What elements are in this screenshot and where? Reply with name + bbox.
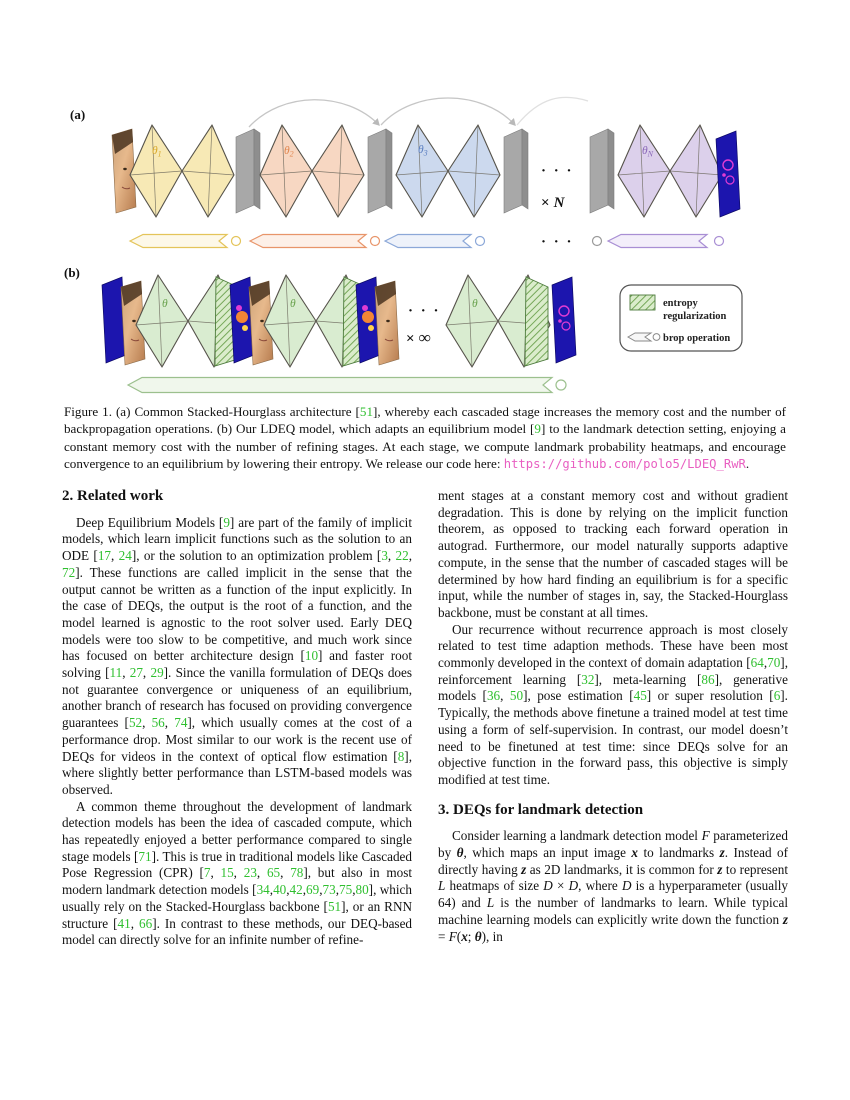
hourglass-stage-2 — [260, 125, 364, 217]
equilibrium-hourglass-3 — [446, 275, 550, 367]
text-segment: is the number of landmarks to learn. While typical machine learning models can explicitly write down the function — [438, 895, 788, 927]
text-segment: , — [302, 882, 307, 898]
brop-circle — [593, 237, 602, 246]
text-segment: . Instead of directly having — [438, 845, 788, 877]
brop-operation-icon — [628, 333, 660, 341]
citation-link[interactable]: 52 — [128, 715, 143, 731]
text-segment: L — [486, 895, 495, 911]
citation-link[interactable]: 15 — [220, 865, 234, 881]
text-segment: , — [256, 865, 267, 881]
text-segment: ], whereby each cascaded stage increases the memory cost and the number of backpropagation operations. (b) Our LDEQ model, which adapts an equilibrium model [ — [64, 404, 786, 437]
code-url-link[interactable]: https://github.com/polo5/LDEQ_RwR — [503, 456, 746, 471]
citation-link[interactable]: 86 — [701, 671, 715, 687]
text-segment: , which maps an input image — [463, 845, 632, 861]
theta-label: θ — [162, 298, 168, 310]
text-segment: , — [500, 688, 510, 704]
equilibrium-hourglass-1 — [136, 275, 240, 367]
paragraph-related-work-3 — [438, 488, 788, 622]
entropy-regularization-swatch — [630, 295, 655, 310]
panel-b-label: (b) — [64, 265, 80, 280]
citation-link[interactable]: 9 — [223, 514, 230, 530]
citation-link[interactable]: 56 — [151, 715, 165, 731]
brop-circle — [556, 380, 566, 390]
citation-link[interactable]: 6 — [773, 688, 781, 704]
text-segment: Consider learning a landmark detection model — [452, 828, 702, 844]
text-segment: ]. This is true in traditional models like Cascaded Pose Regression (CPR) [ — [62, 848, 412, 881]
text-segment: , — [269, 882, 274, 898]
brop-circle — [371, 237, 380, 246]
text-segment: , — [210, 865, 221, 881]
output-heatmap — [716, 131, 740, 217]
text-segment: ], pose estimation [ — [523, 688, 634, 704]
text-segment: Figure 1. (a) Common Stacked-Hourglass architecture [ — [64, 404, 360, 419]
figure-legend — [620, 285, 742, 351]
text-segment: to landmarks — [638, 845, 720, 861]
stage-2-theta-label: $\theta_2$ — [284, 145, 294, 159]
text-segment: , — [286, 882, 290, 898]
text-segment: A common theme throughout the development of landmark detection models has been the idea of cascaded compute, which has repeatedly enjoyed a better performance compared to single stage models [ — [62, 798, 412, 864]
right-column — [438, 488, 788, 949]
text-segment: θ — [456, 845, 464, 861]
text-segment: z — [521, 861, 527, 877]
citation-link[interactable]: 45 — [633, 688, 647, 704]
bprop-arrow — [608, 235, 707, 248]
feature-slab — [504, 129, 528, 213]
citation-link[interactable]: 22 — [395, 548, 409, 564]
text-segment: heatmaps of size — [445, 878, 544, 894]
text-segment: ], generative models [ — [438, 671, 788, 704]
legend-entropy-label-line2: regularization — [663, 311, 727, 322]
legend-entropy-label-line1: entropy — [663, 298, 698, 309]
bprop-arrow — [250, 235, 366, 248]
panel-a-label: (a) — [70, 107, 86, 122]
text-segment: D — [543, 878, 553, 894]
text-segment: ], but also in most modern landmark detection models [ — [62, 865, 413, 898]
citation-link[interactable]: 24 — [118, 548, 132, 564]
text-segment: Deep Equilibrium Models [ — [76, 514, 224, 530]
text-segment: , — [122, 665, 130, 681]
text-segment: D — [621, 878, 632, 894]
text-segment: θ — [474, 928, 482, 944]
citation-link[interactable]: 66 — [139, 915, 153, 931]
text-segment: ]. Typically, the methods above finetune a trained model at test time using a form of self-supervision. In contrast, our model doesn’t need to be finetuned at test time: since DEQs solve for an objective function in the forward pass, this objective is simply modified at test time. — [438, 688, 788, 787]
bprop-arrow — [130, 235, 227, 248]
repeat-infinity-label: × ∞ — [406, 328, 431, 347]
paragraph-related-work-4 — [438, 622, 788, 789]
citation-link[interactable]: 51 — [327, 898, 342, 914]
citation-link[interactable]: 73 — [322, 882, 336, 898]
hourglass-stage-3 — [396, 125, 500, 217]
citation-link[interactable]: 11 — [109, 665, 123, 681]
citation-link[interactable]: 64 — [750, 655, 764, 671]
text-segment: ]. In contrast to these methods, our DEQ-based model can directly solve for an infinite number of refine- — [62, 915, 413, 948]
bprop-arrow — [128, 378, 552, 393]
skip-connection-arc — [517, 97, 588, 125]
text-segment: ], or an RNN structure [ — [62, 898, 412, 931]
text-segment: × — [552, 878, 569, 894]
feature-slab — [236, 129, 260, 213]
citation-link[interactable]: 8 — [397, 748, 405, 764]
ellipsis-b: · · · — [408, 303, 441, 319]
feature-slab — [590, 129, 614, 213]
text-segment: . — [745, 455, 750, 471]
citation-link[interactable]: 36 — [486, 688, 501, 704]
hourglass-stage-1 — [130, 125, 234, 217]
citation-link[interactable]: 78 — [290, 865, 304, 881]
text-segment: , — [352, 882, 356, 898]
text-segment: ment stages at a constant memory cost and without gradient degradation. This is done by relying on the implicit function theorem, as opposed to tracking each forward operation in autograd. Furthermore, our model naturally supports adaptive compute, in the sense that the number of cascaded stages will be determined by how hard finding an equilibrium is for a specific input, while the number of stages in, say, the Stacked-Hourglass backbone, must be constant at all times. — [438, 488, 788, 620]
bprop-arrow — [385, 235, 471, 248]
text-segment: z — [719, 845, 725, 861]
text-segment: ], which usually comes at the cost of a performance drop. Most similar to our work is the recent use of DEQs for videos in the context of optical flow estimation [ — [62, 715, 413, 764]
bprop-arrow-row-b — [128, 378, 566, 393]
citation-link[interactable]: 41 — [117, 915, 131, 931]
repeat-n-label: × N — [541, 195, 565, 211]
paragraph-related-work-2 — [62, 799, 412, 949]
citation-link[interactable]: 69 — [306, 882, 320, 898]
theta-label: θ — [290, 298, 296, 310]
text-segment: is a hyperparameter (usually 64) and — [438, 878, 789, 911]
text-segment: ] are part of the family of implicit models, which learn implicit functions such as the solution to an ODE [ — [62, 514, 412, 564]
equilibrium-hourglass-2 — [264, 275, 368, 367]
text-segment: , — [408, 548, 413, 564]
bprop-arrow-row-a — [130, 234, 724, 250]
legend-brop-label: brop operation — [663, 333, 731, 344]
citation-link[interactable]: 80 — [355, 882, 369, 898]
text-segment: ]. These functions are called implicit in the sense that the output cannot be written as a function of the input explicitly. In the case of DEQs, the output is the root of a function, and the model learned is agnostic to the root solver used. Early DEQ models were too slow to be competitive, and much work since has focused on better architecture design [ — [62, 564, 412, 664]
text-segment: = — [438, 928, 449, 944]
text-segment: ], which usually rely on the Stacked-Hourglass backbone [ — [62, 882, 413, 914]
text-segment: z — [782, 911, 788, 927]
citation-link[interactable]: 17 — [97, 548, 111, 564]
text-segment: x — [631, 845, 638, 861]
citation-link[interactable]: 70 — [767, 655, 781, 671]
citation-link[interactable]: 32 — [581, 671, 595, 687]
citation-link[interactable]: 10 — [304, 648, 319, 664]
text-segment: z — [717, 861, 723, 877]
text-segment: x — [461, 928, 468, 944]
text-segment: parameterized by — [438, 828, 788, 861]
citation-link[interactable]: 23 — [243, 865, 257, 881]
text-segment: ), in — [481, 928, 503, 944]
citation-link[interactable]: 71 — [138, 848, 152, 864]
citation-link[interactable]: 72 — [62, 564, 76, 580]
citation-link[interactable]: 74 — [174, 715, 188, 731]
text-segment: ], or the solution to an optimization problem [ — [131, 548, 382, 564]
citation-link[interactable]: 50 — [509, 688, 524, 704]
brop-circle — [715, 237, 724, 246]
citation-link[interactable]: 65 — [266, 865, 281, 881]
citation-link[interactable]: 34 — [256, 882, 270, 898]
text-segment: ] to the landmark detection setting, enjoying a constant memory cost with the number of refining stages. At each stage, we compute landmark probability heatmaps, and encourage convergence to an equilibrium by lowering their entropy. We release our code here: — [64, 421, 786, 471]
left-column — [62, 488, 412, 949]
text-segment: ; — [467, 928, 475, 944]
citation-link[interactable]: 3 — [381, 548, 388, 564]
text-segment: F — [448, 928, 457, 944]
text-segment: , — [130, 915, 140, 931]
text-segment: , — [142, 715, 152, 731]
citation-link[interactable]: 29 — [150, 665, 164, 681]
text-segment: , — [335, 882, 339, 898]
brop-circle — [476, 237, 485, 246]
body-columns — [62, 488, 788, 949]
text-segment: , — [164, 715, 175, 731]
text-segment: , — [763, 655, 768, 671]
stage-3-theta-label: $\theta_3$ — [418, 144, 428, 158]
theta-label: θ — [472, 298, 478, 310]
skip-connection-arcs — [249, 97, 588, 127]
stage-N-theta-label: $\theta_N$ — [642, 145, 653, 159]
citation-link[interactable]: 75 — [339, 882, 353, 898]
text-segment: , — [280, 865, 291, 881]
input-face-image — [375, 281, 399, 365]
skip-connection-arc — [249, 100, 379, 127]
text-segment: , — [233, 865, 244, 881]
text-segment: ( — [456, 928, 462, 944]
citation-link[interactable]: 7 — [203, 865, 211, 881]
text-segment: ] and faster root solving [ — [62, 648, 412, 681]
feature-slab — [368, 129, 392, 213]
stage-1-theta-label: $\theta_1$ — [152, 145, 162, 159]
citation-link[interactable]: 42 — [289, 882, 303, 898]
paragraph-deqs-1 — [438, 828, 788, 945]
text-segment: , — [387, 548, 396, 564]
text-segment: to represent — [722, 861, 789, 877]
text-segment: Our recurrence without recurrence approach is most closely related to test time adaption methods. These have been most commonly developed in the context of domain adaptation [ — [438, 621, 788, 671]
citation-link[interactable]: 51 — [359, 404, 374, 419]
text-segment: as 2D landmarks, it is common for — [526, 861, 718, 877]
section-heading-deqs: 3. DEQs for landmark detection — [438, 801, 644, 818]
text-segment: ], where slightly better performance than LSTM-based models was observed. — [62, 748, 412, 797]
text-segment: , — [142, 665, 151, 681]
text-segment: ], reinforcement learning [ — [438, 655, 788, 687]
section-heading-related-work: 2. Related work — [62, 488, 164, 504]
citation-link[interactable]: 40 — [273, 882, 287, 898]
skip-connection-arc — [381, 98, 515, 125]
text-segment: F — [701, 828, 710, 844]
hourglass-stage-N — [618, 125, 722, 217]
text-segment: ]. Since the vanilla formulation of DEQs does not guarantee convergence or uniqueness of an equilibrium, another branch of research has focused on providing convergence guarantees [ — [62, 665, 413, 731]
text-segment: , — [319, 882, 323, 898]
text-segment: , where — [578, 878, 622, 894]
ellipsis-a-arrows: · · · — [541, 234, 574, 250]
brop-circle — [232, 237, 241, 246]
text-segment: ] or super resolution [ — [646, 688, 774, 704]
output-heatmap — [552, 277, 576, 363]
paragraph-related-work-1 — [62, 515, 412, 799]
figure-1-diagram — [0, 85, 850, 405]
text-segment: , — [111, 548, 119, 564]
text-segment: ], meta-learning [ — [594, 671, 702, 687]
text-segment: L — [438, 878, 446, 894]
ellipsis-a: · · · — [541, 163, 574, 179]
citation-link[interactable]: 27 — [129, 665, 143, 681]
figure-caption — [64, 403, 786, 473]
text-segment: D — [568, 878, 579, 894]
citation-link[interactable]: 9 — [534, 421, 541, 437]
